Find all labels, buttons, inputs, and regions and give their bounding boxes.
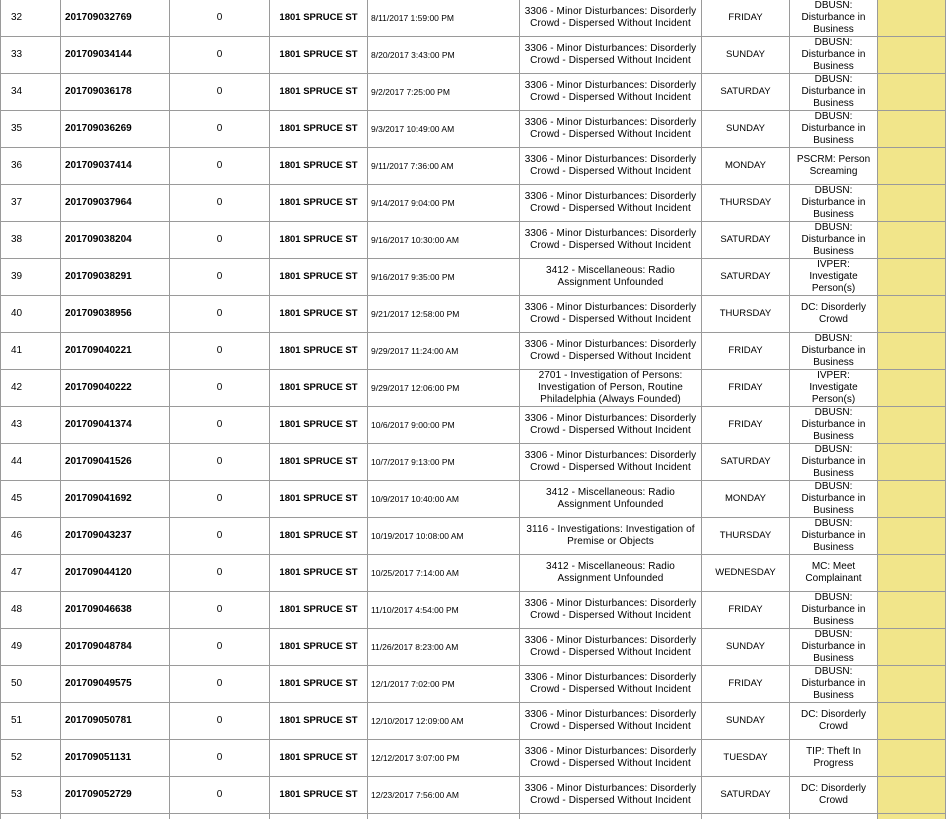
datetime-cell: 10/7/2017 9:13:00 PM xyxy=(368,444,520,481)
count-cell: 0 xyxy=(170,703,270,740)
table-row xyxy=(1,629,946,666)
row-number-cell: 47 xyxy=(1,555,61,592)
row-number-cell: 35 xyxy=(1,111,61,148)
partial-row-cell xyxy=(702,814,790,819)
address-cell: 1801 SPRUCE ST xyxy=(270,74,368,111)
table-row xyxy=(1,37,946,74)
dispatch-code-cell: DBUSN: Disturbance in Business xyxy=(790,407,878,444)
dispatch-code-cell: DBUSN: Disturbance in Business xyxy=(790,0,878,37)
highlighted-cell xyxy=(878,666,946,703)
weekday-cell: WEDNESDAY xyxy=(702,555,790,592)
highlighted-cell xyxy=(878,333,946,370)
partial-row-cell xyxy=(368,814,520,819)
address-cell: 1801 SPRUCE ST xyxy=(270,185,368,222)
incident-number-cell: 201709040222 xyxy=(61,370,170,407)
datetime-cell: 12/23/2017 7:56:00 AM xyxy=(368,777,520,814)
description-cell: 3306 - Minor Disturbances: Disorderly Crowd - Dispersed Without Incident xyxy=(520,407,702,444)
count-cell: 0 xyxy=(170,185,270,222)
table-row xyxy=(1,740,946,777)
table-row xyxy=(1,666,946,703)
table-row xyxy=(1,518,946,555)
description-cell: 3412 - Miscellaneous: Radio Assignment Unfounded xyxy=(520,259,702,296)
datetime-cell: 12/1/2017 7:02:00 PM xyxy=(368,666,520,703)
row-number-cell: 36 xyxy=(1,148,61,185)
row-number-cell: 43 xyxy=(1,407,61,444)
count-cell: 0 xyxy=(170,148,270,185)
weekday-cell: TUESDAY xyxy=(702,740,790,777)
datetime-cell: 9/29/2017 12:06:00 PM xyxy=(368,370,520,407)
highlighted-cell xyxy=(878,222,946,259)
highlighted-cell xyxy=(878,74,946,111)
table-row xyxy=(1,259,946,296)
description-cell: 3412 - Miscellaneous: Radio Assignment Unfounded xyxy=(520,481,702,518)
highlighted-cell xyxy=(878,407,946,444)
dispatch-code-cell: DC: Disorderly Crowd xyxy=(790,296,878,333)
table-row xyxy=(1,222,946,259)
datetime-cell: 11/26/2017 8:23:00 AM xyxy=(368,629,520,666)
incident-number-cell: 201709037964 xyxy=(61,185,170,222)
dispatch-code-cell: DBUSN: Disturbance in Business xyxy=(790,222,878,259)
row-number-cell: 34 xyxy=(1,74,61,111)
description-cell: 3116 - Investigations: Investigation of Premise or Objects xyxy=(520,518,702,555)
count-cell: 0 xyxy=(170,74,270,111)
datetime-cell: 9/29/2017 11:24:00 AM xyxy=(368,333,520,370)
count-cell: 0 xyxy=(170,259,270,296)
datetime-cell: 12/12/2017 3:07:00 PM xyxy=(368,740,520,777)
dispatch-code-cell: PSCRM: Person Screaming xyxy=(790,148,878,185)
address-cell: 1801 SPRUCE ST xyxy=(270,666,368,703)
highlighted-cell xyxy=(878,592,946,629)
highlighted-cell xyxy=(878,629,946,666)
dispatch-code-cell: DBUSN: Disturbance in Business xyxy=(790,74,878,111)
incident-number-cell: 201709037414 xyxy=(61,148,170,185)
row-number-cell: 53 xyxy=(1,777,61,814)
row-number-cell: 32 xyxy=(1,0,61,37)
highlighted-cell xyxy=(878,148,946,185)
description-cell: 3306 - Minor Disturbances: Disorderly Crowd - Dispersed Without Incident xyxy=(520,111,702,148)
highlighted-cell xyxy=(878,481,946,518)
dispatch-code-cell: DBUSN: Disturbance in Business xyxy=(790,444,878,481)
count-cell: 0 xyxy=(170,740,270,777)
weekday-cell: MONDAY xyxy=(702,148,790,185)
description-cell: 3306 - Minor Disturbances: Disorderly Crowd - Dispersed Without Incident xyxy=(520,222,702,259)
address-cell: 1801 SPRUCE ST xyxy=(270,259,368,296)
table-row xyxy=(1,703,946,740)
highlighted-cell xyxy=(878,111,946,148)
partial-row-cell xyxy=(270,814,368,819)
address-cell: 1801 SPRUCE ST xyxy=(270,629,368,666)
table-row xyxy=(1,111,946,148)
datetime-cell: 9/14/2017 9:04:00 PM xyxy=(368,185,520,222)
weekday-cell: SATURDAY xyxy=(702,74,790,111)
address-cell: 1801 SPRUCE ST xyxy=(270,481,368,518)
count-cell: 0 xyxy=(170,777,270,814)
dispatch-code-cell: DC: Disorderly Crowd xyxy=(790,703,878,740)
count-cell: 0 xyxy=(170,407,270,444)
incident-number-cell: 201709049575 xyxy=(61,666,170,703)
incident-number-cell: 201709051131 xyxy=(61,740,170,777)
weekday-cell: SUNDAY xyxy=(702,37,790,74)
row-number-cell: 42 xyxy=(1,370,61,407)
weekday-cell: SUNDAY xyxy=(702,629,790,666)
count-cell: 0 xyxy=(170,629,270,666)
partial-row-cell xyxy=(61,814,170,819)
incident-number-cell: 201709041374 xyxy=(61,407,170,444)
count-cell: 0 xyxy=(170,592,270,629)
incident-number-cell: 201709040221 xyxy=(61,333,170,370)
address-cell: 1801 SPRUCE ST xyxy=(270,333,368,370)
dispatch-code-cell: DBUSN: Disturbance in Business xyxy=(790,629,878,666)
count-cell: 0 xyxy=(170,222,270,259)
table-row xyxy=(1,481,946,518)
datetime-cell: 9/3/2017 10:49:00 AM xyxy=(368,111,520,148)
description-cell: 3306 - Minor Disturbances: Disorderly Crowd - Dispersed Without Incident xyxy=(520,37,702,74)
dispatch-code-cell: DBUSN: Disturbance in Business xyxy=(790,37,878,74)
description-cell: 3306 - Minor Disturbances: Disorderly Crowd - Dispersed Without Incident xyxy=(520,740,702,777)
incident-number-cell: 201709046638 xyxy=(61,592,170,629)
table-row xyxy=(1,777,946,814)
weekday-cell: THURSDAY xyxy=(702,518,790,555)
incident-number-cell: 201709038956 xyxy=(61,296,170,333)
weekday-cell: FRIDAY xyxy=(702,0,790,37)
weekday-cell: FRIDAY xyxy=(702,370,790,407)
dispatch-code-cell: DBUSN: Disturbance in Business xyxy=(790,111,878,148)
weekday-cell: FRIDAY xyxy=(702,407,790,444)
description-cell: 3306 - Minor Disturbances: Disorderly Crowd - Dispersed Without Incident xyxy=(520,703,702,740)
table-row xyxy=(1,592,946,629)
address-cell: 1801 SPRUCE ST xyxy=(270,518,368,555)
incident-number-cell: 201709052729 xyxy=(61,777,170,814)
table-row xyxy=(1,185,946,222)
incident-number-cell: 201709048784 xyxy=(61,629,170,666)
address-cell: 1801 SPRUCE ST xyxy=(270,148,368,185)
datetime-cell: 11/10/2017 4:54:00 PM xyxy=(368,592,520,629)
partial-row-cell xyxy=(170,814,270,819)
dispatch-code-cell: MC: Meet Complainant xyxy=(790,555,878,592)
row-number-cell: 50 xyxy=(1,666,61,703)
datetime-cell: 9/16/2017 9:35:00 PM xyxy=(368,259,520,296)
incident-number-cell: 201709036178 xyxy=(61,74,170,111)
description-cell: 3306 - Minor Disturbances: Disorderly Crowd - Dispersed Without Incident xyxy=(520,74,702,111)
datetime-cell: 10/25/2017 7:14:00 AM xyxy=(368,555,520,592)
count-cell: 0 xyxy=(170,666,270,703)
datetime-cell: 9/16/2017 10:30:00 AM xyxy=(368,222,520,259)
highlighted-cell xyxy=(878,777,946,814)
highlighted-cell xyxy=(878,37,946,74)
description-cell: 3306 - Minor Disturbances: Disorderly Crowd - Dispersed Without Incident xyxy=(520,333,702,370)
datetime-cell: 10/19/2017 10:08:00 AM xyxy=(368,518,520,555)
row-number-cell: 39 xyxy=(1,259,61,296)
row-number-cell: 44 xyxy=(1,444,61,481)
weekday-cell: SATURDAY xyxy=(702,222,790,259)
description-cell: 3306 - Minor Disturbances: Disorderly Crowd - Dispersed Without Incident xyxy=(520,148,702,185)
address-cell: 1801 SPRUCE ST xyxy=(270,37,368,74)
count-cell: 0 xyxy=(170,37,270,74)
address-cell: 1801 SPRUCE ST xyxy=(270,740,368,777)
incident-number-cell: 201709034144 xyxy=(61,37,170,74)
datetime-cell: 8/20/2017 3:43:00 PM xyxy=(368,37,520,74)
datetime-cell: 9/21/2017 12:58:00 PM xyxy=(368,296,520,333)
weekday-cell: SUNDAY xyxy=(702,703,790,740)
count-cell: 0 xyxy=(170,518,270,555)
datetime-cell: 12/10/2017 12:09:00 AM xyxy=(368,703,520,740)
row-number-cell: 49 xyxy=(1,629,61,666)
incident-number-cell: 201709043237 xyxy=(61,518,170,555)
description-cell: 2701 - Investigation of Persons: Investigation of Person, Routine Philadelphia (Always Founded) xyxy=(520,370,702,407)
weekday-cell: FRIDAY xyxy=(702,592,790,629)
highlighted-cell xyxy=(878,296,946,333)
table-row xyxy=(1,444,946,481)
row-number-cell: 33 xyxy=(1,37,61,74)
dispatch-code-cell: DBUSN: Disturbance in Business xyxy=(790,592,878,629)
description-cell: 3306 - Minor Disturbances: Disorderly Crowd - Dispersed Without Incident xyxy=(520,444,702,481)
incident-number-cell: 201709050781 xyxy=(61,703,170,740)
row-number-cell: 37 xyxy=(1,185,61,222)
dispatch-code-cell: TIP: Theft In Progress xyxy=(790,740,878,777)
partial-row-cell xyxy=(790,814,878,819)
weekday-cell: SATURDAY xyxy=(702,259,790,296)
dispatch-code-cell: DBUSN: Disturbance in Business xyxy=(790,666,878,703)
address-cell: 1801 SPRUCE ST xyxy=(270,0,368,37)
count-cell: 0 xyxy=(170,444,270,481)
table-row xyxy=(1,296,946,333)
address-cell: 1801 SPRUCE ST xyxy=(270,592,368,629)
dispatch-code-cell: DBUSN: Disturbance in Business xyxy=(790,185,878,222)
weekday-cell: FRIDAY xyxy=(702,666,790,703)
address-cell: 1801 SPRUCE ST xyxy=(270,222,368,259)
highlighted-cell xyxy=(878,555,946,592)
table-row xyxy=(1,148,946,185)
count-cell: 0 xyxy=(170,370,270,407)
count-cell: 0 xyxy=(170,0,270,37)
count-cell: 0 xyxy=(170,481,270,518)
weekday-cell: THURSDAY xyxy=(702,296,790,333)
dispatch-code-cell: DBUSN: Disturbance in Business xyxy=(790,481,878,518)
address-cell: 1801 SPRUCE ST xyxy=(270,444,368,481)
incident-number-cell: 201709044120 xyxy=(61,555,170,592)
dispatch-code-cell: IVPER: Investigate Person(s) xyxy=(790,370,878,407)
table-row xyxy=(1,333,946,370)
datetime-cell: 10/9/2017 10:40:00 AM xyxy=(368,481,520,518)
table-row xyxy=(1,407,946,444)
dispatch-code-cell: DBUSN: Disturbance in Business xyxy=(790,333,878,370)
highlighted-cell xyxy=(878,259,946,296)
table-row xyxy=(1,0,946,37)
address-cell: 1801 SPRUCE ST xyxy=(270,111,368,148)
row-number-cell: 51 xyxy=(1,703,61,740)
incident-number-cell: 201709041692 xyxy=(61,481,170,518)
count-cell: 0 xyxy=(170,111,270,148)
address-cell: 1801 SPRUCE ST xyxy=(270,296,368,333)
highlighted-cell xyxy=(878,185,946,222)
weekday-cell: SATURDAY xyxy=(702,444,790,481)
description-cell: 3306 - Minor Disturbances: Disorderly Crowd - Dispersed Without Incident xyxy=(520,666,702,703)
description-cell: 3412 - Miscellaneous: Radio Assignment Unfounded xyxy=(520,555,702,592)
partial-row-cell xyxy=(1,814,61,819)
address-cell: 1801 SPRUCE ST xyxy=(270,370,368,407)
row-number-cell: 46 xyxy=(1,518,61,555)
incident-number-cell: 201709038291 xyxy=(61,259,170,296)
weekday-cell: SATURDAY xyxy=(702,777,790,814)
table-row xyxy=(1,555,946,592)
row-number-cell: 40 xyxy=(1,296,61,333)
table-body xyxy=(1,0,946,819)
partial-row-cell xyxy=(878,814,946,819)
table-row xyxy=(1,74,946,111)
datetime-cell: 9/11/2017 7:36:00 AM xyxy=(368,148,520,185)
weekday-cell: SUNDAY xyxy=(702,111,790,148)
highlighted-cell xyxy=(878,444,946,481)
count-cell: 0 xyxy=(170,555,270,592)
description-cell: 3306 - Minor Disturbances: Disorderly Crowd - Dispersed Without Incident xyxy=(520,777,702,814)
highlighted-cell xyxy=(878,0,946,37)
incident-number-cell: 201709038204 xyxy=(61,222,170,259)
table-row xyxy=(1,370,946,407)
address-cell: 1801 SPRUCE ST xyxy=(270,777,368,814)
highlighted-cell xyxy=(878,518,946,555)
incident-number-cell: 201709041526 xyxy=(61,444,170,481)
dispatch-code-cell: DBUSN: Disturbance in Business xyxy=(790,518,878,555)
weekday-cell: THURSDAY xyxy=(702,185,790,222)
address-cell: 1801 SPRUCE ST xyxy=(270,407,368,444)
table-row xyxy=(1,814,946,819)
incident-number-cell: 201709032769 xyxy=(61,0,170,37)
description-cell: 3306 - Minor Disturbances: Disorderly Crowd - Dispersed Without Incident xyxy=(520,592,702,629)
count-cell: 0 xyxy=(170,296,270,333)
row-number-cell: 38 xyxy=(1,222,61,259)
dispatch-code-cell: IVPER: Investigate Person(s) xyxy=(790,259,878,296)
address-cell: 1801 SPRUCE ST xyxy=(270,555,368,592)
description-cell: 3306 - Minor Disturbances: Disorderly Crowd - Dispersed Without Incident xyxy=(520,296,702,333)
dispatch-code-cell: DC: Disorderly Crowd xyxy=(790,777,878,814)
address-cell: 1801 SPRUCE ST xyxy=(270,703,368,740)
count-cell: 0 xyxy=(170,333,270,370)
incident-number-cell: 201709036269 xyxy=(61,111,170,148)
highlighted-cell xyxy=(878,703,946,740)
row-number-cell: 45 xyxy=(1,481,61,518)
highlighted-cell xyxy=(878,740,946,777)
description-cell: 3306 - Minor Disturbances: Disorderly Crowd - Dispersed Without Incident xyxy=(520,629,702,666)
row-number-cell: 48 xyxy=(1,592,61,629)
row-number-cell: 41 xyxy=(1,333,61,370)
highlighted-cell xyxy=(878,370,946,407)
datetime-cell: 10/6/2017 9:00:00 PM xyxy=(368,407,520,444)
partial-row-cell xyxy=(520,814,702,819)
datetime-cell: 9/2/2017 7:25:00 PM xyxy=(368,74,520,111)
description-cell: 3306 - Minor Disturbances: Disorderly Crowd - Dispersed Without Incident xyxy=(520,185,702,222)
description-cell: 3306 - Minor Disturbances: Disorderly Crowd - Dispersed Without Incident xyxy=(520,0,702,37)
weekday-cell: FRIDAY xyxy=(702,333,790,370)
datetime-cell: 8/11/2017 1:59:00 PM xyxy=(368,0,520,37)
weekday-cell: MONDAY xyxy=(702,481,790,518)
row-number-cell: 52 xyxy=(1,740,61,777)
